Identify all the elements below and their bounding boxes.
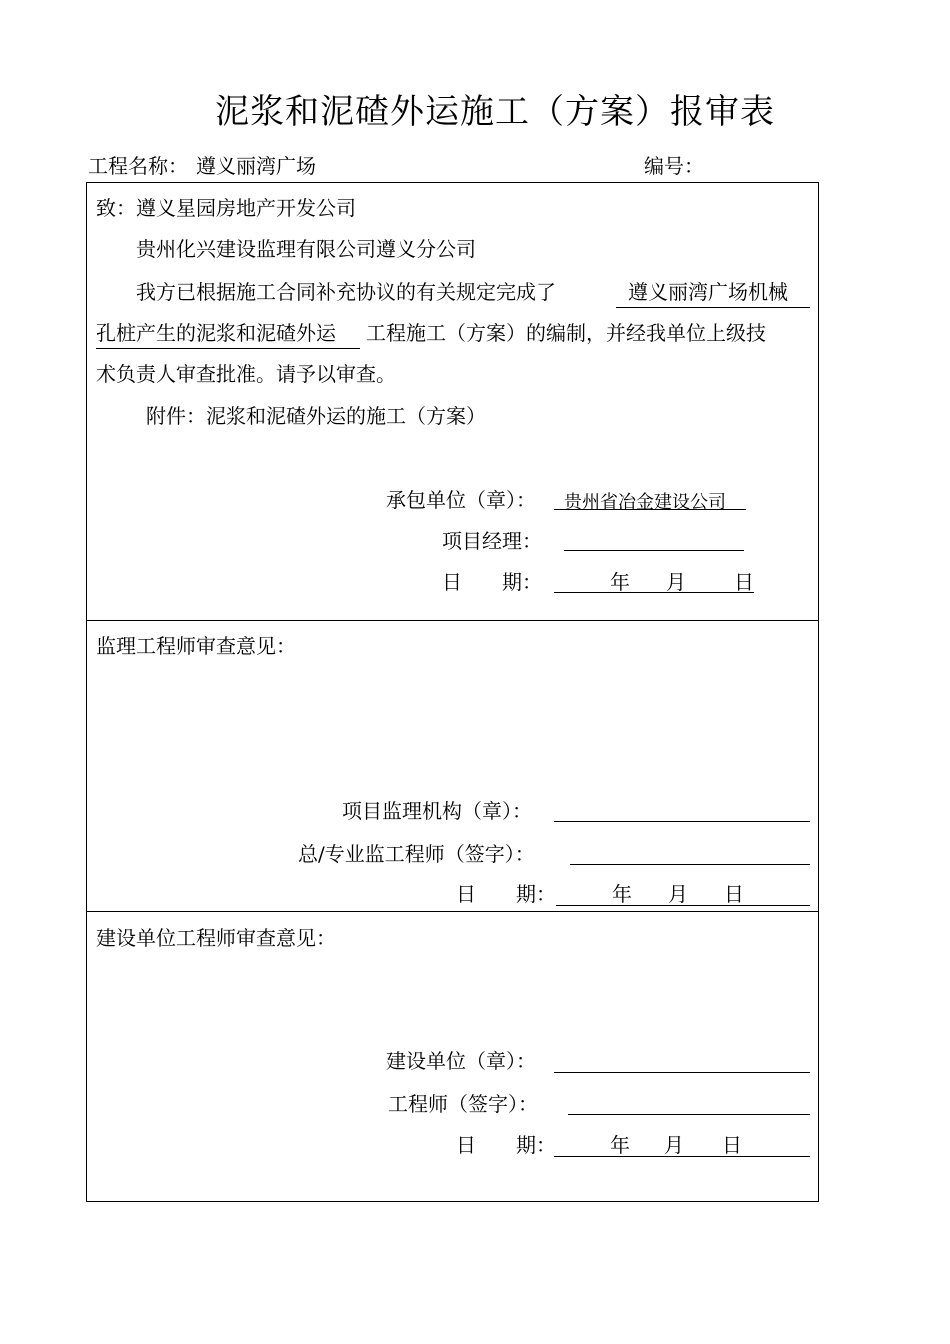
date-day-3: 日 (722, 1133, 742, 1157)
date-month-3: 月 (664, 1133, 684, 1157)
supervising-engineer-line[interactable] (570, 864, 810, 865)
date-label-3: 日 期： (456, 1133, 556, 1157)
section-divider-2 (86, 911, 819, 912)
date-line-3[interactable] (554, 1156, 810, 1157)
addressee-line-2: 贵州化兴建设监理有限公司遵义分公司 (136, 237, 476, 261)
body-text-a: 我方已根据施工合同补充协议的有关规定完成了 (136, 280, 556, 304)
section-divider-1 (86, 620, 819, 621)
project-name-label: 工程名称： (88, 154, 188, 178)
supervisor-heading: 监理工程师审查意见： (96, 634, 296, 658)
attachment-line: 附件：泥浆和泥碴外运的施工（方案） (146, 404, 486, 428)
date-label-1: 日 期： (442, 570, 542, 594)
owner-unit-line[interactable] (554, 1072, 810, 1073)
supervision-org-line[interactable] (554, 821, 810, 822)
body-text-e: 术负责人审查批准。请予以审查。 (96, 362, 396, 386)
date-day-2: 日 (724, 882, 744, 906)
owner-unit-label: 建设单位（章）： (386, 1049, 536, 1073)
owner-engineer-line[interactable] (568, 1114, 810, 1115)
date-month-2: 月 (668, 882, 688, 906)
contractor-value: 贵州省冶金建设公司 (564, 492, 726, 513)
manager-signature-line[interactable] (564, 550, 744, 551)
addressee-line: 致：遵义星园房地产开发公司 (96, 196, 356, 220)
contractor-label: 承包单位（章）： (386, 488, 536, 512)
number-label: 编号： (644, 154, 704, 178)
date-month-1: 月 (666, 570, 686, 594)
supervising-engineer-label: 总/专业监工程师（签字）： (298, 842, 535, 866)
date-line-1[interactable] (554, 592, 754, 593)
supervision-org-label: 项目监理机构（章）： (342, 799, 532, 823)
page-title: 泥浆和泥碴外运施工（方案）报审表 (215, 92, 775, 132)
date-year-2: 年 (612, 882, 632, 906)
manager-label: 项目经理： (442, 529, 542, 553)
date-line-2[interactable] (556, 905, 810, 906)
date-year-3: 年 (610, 1133, 630, 1157)
body-text-d: 工程施工（方案）的编制，并经我单位上级技 (366, 321, 766, 345)
owner-engineer-heading: 建设单位工程师审查意见： (96, 926, 336, 950)
owner-engineer-label: 工程师（签字）： (388, 1092, 538, 1116)
body-text-b: 遵义丽湾广场机械 (616, 276, 810, 308)
date-day-1: 日 (734, 570, 754, 594)
contractor-underline (554, 509, 746, 510)
project-name-value: 遵义丽湾广场 (196, 154, 316, 178)
date-label-2: 日 期： (456, 882, 556, 906)
date-year-1: 年 (610, 570, 630, 594)
body-text-c: 孔桩产生的泥浆和泥碴外运 (96, 317, 360, 349)
